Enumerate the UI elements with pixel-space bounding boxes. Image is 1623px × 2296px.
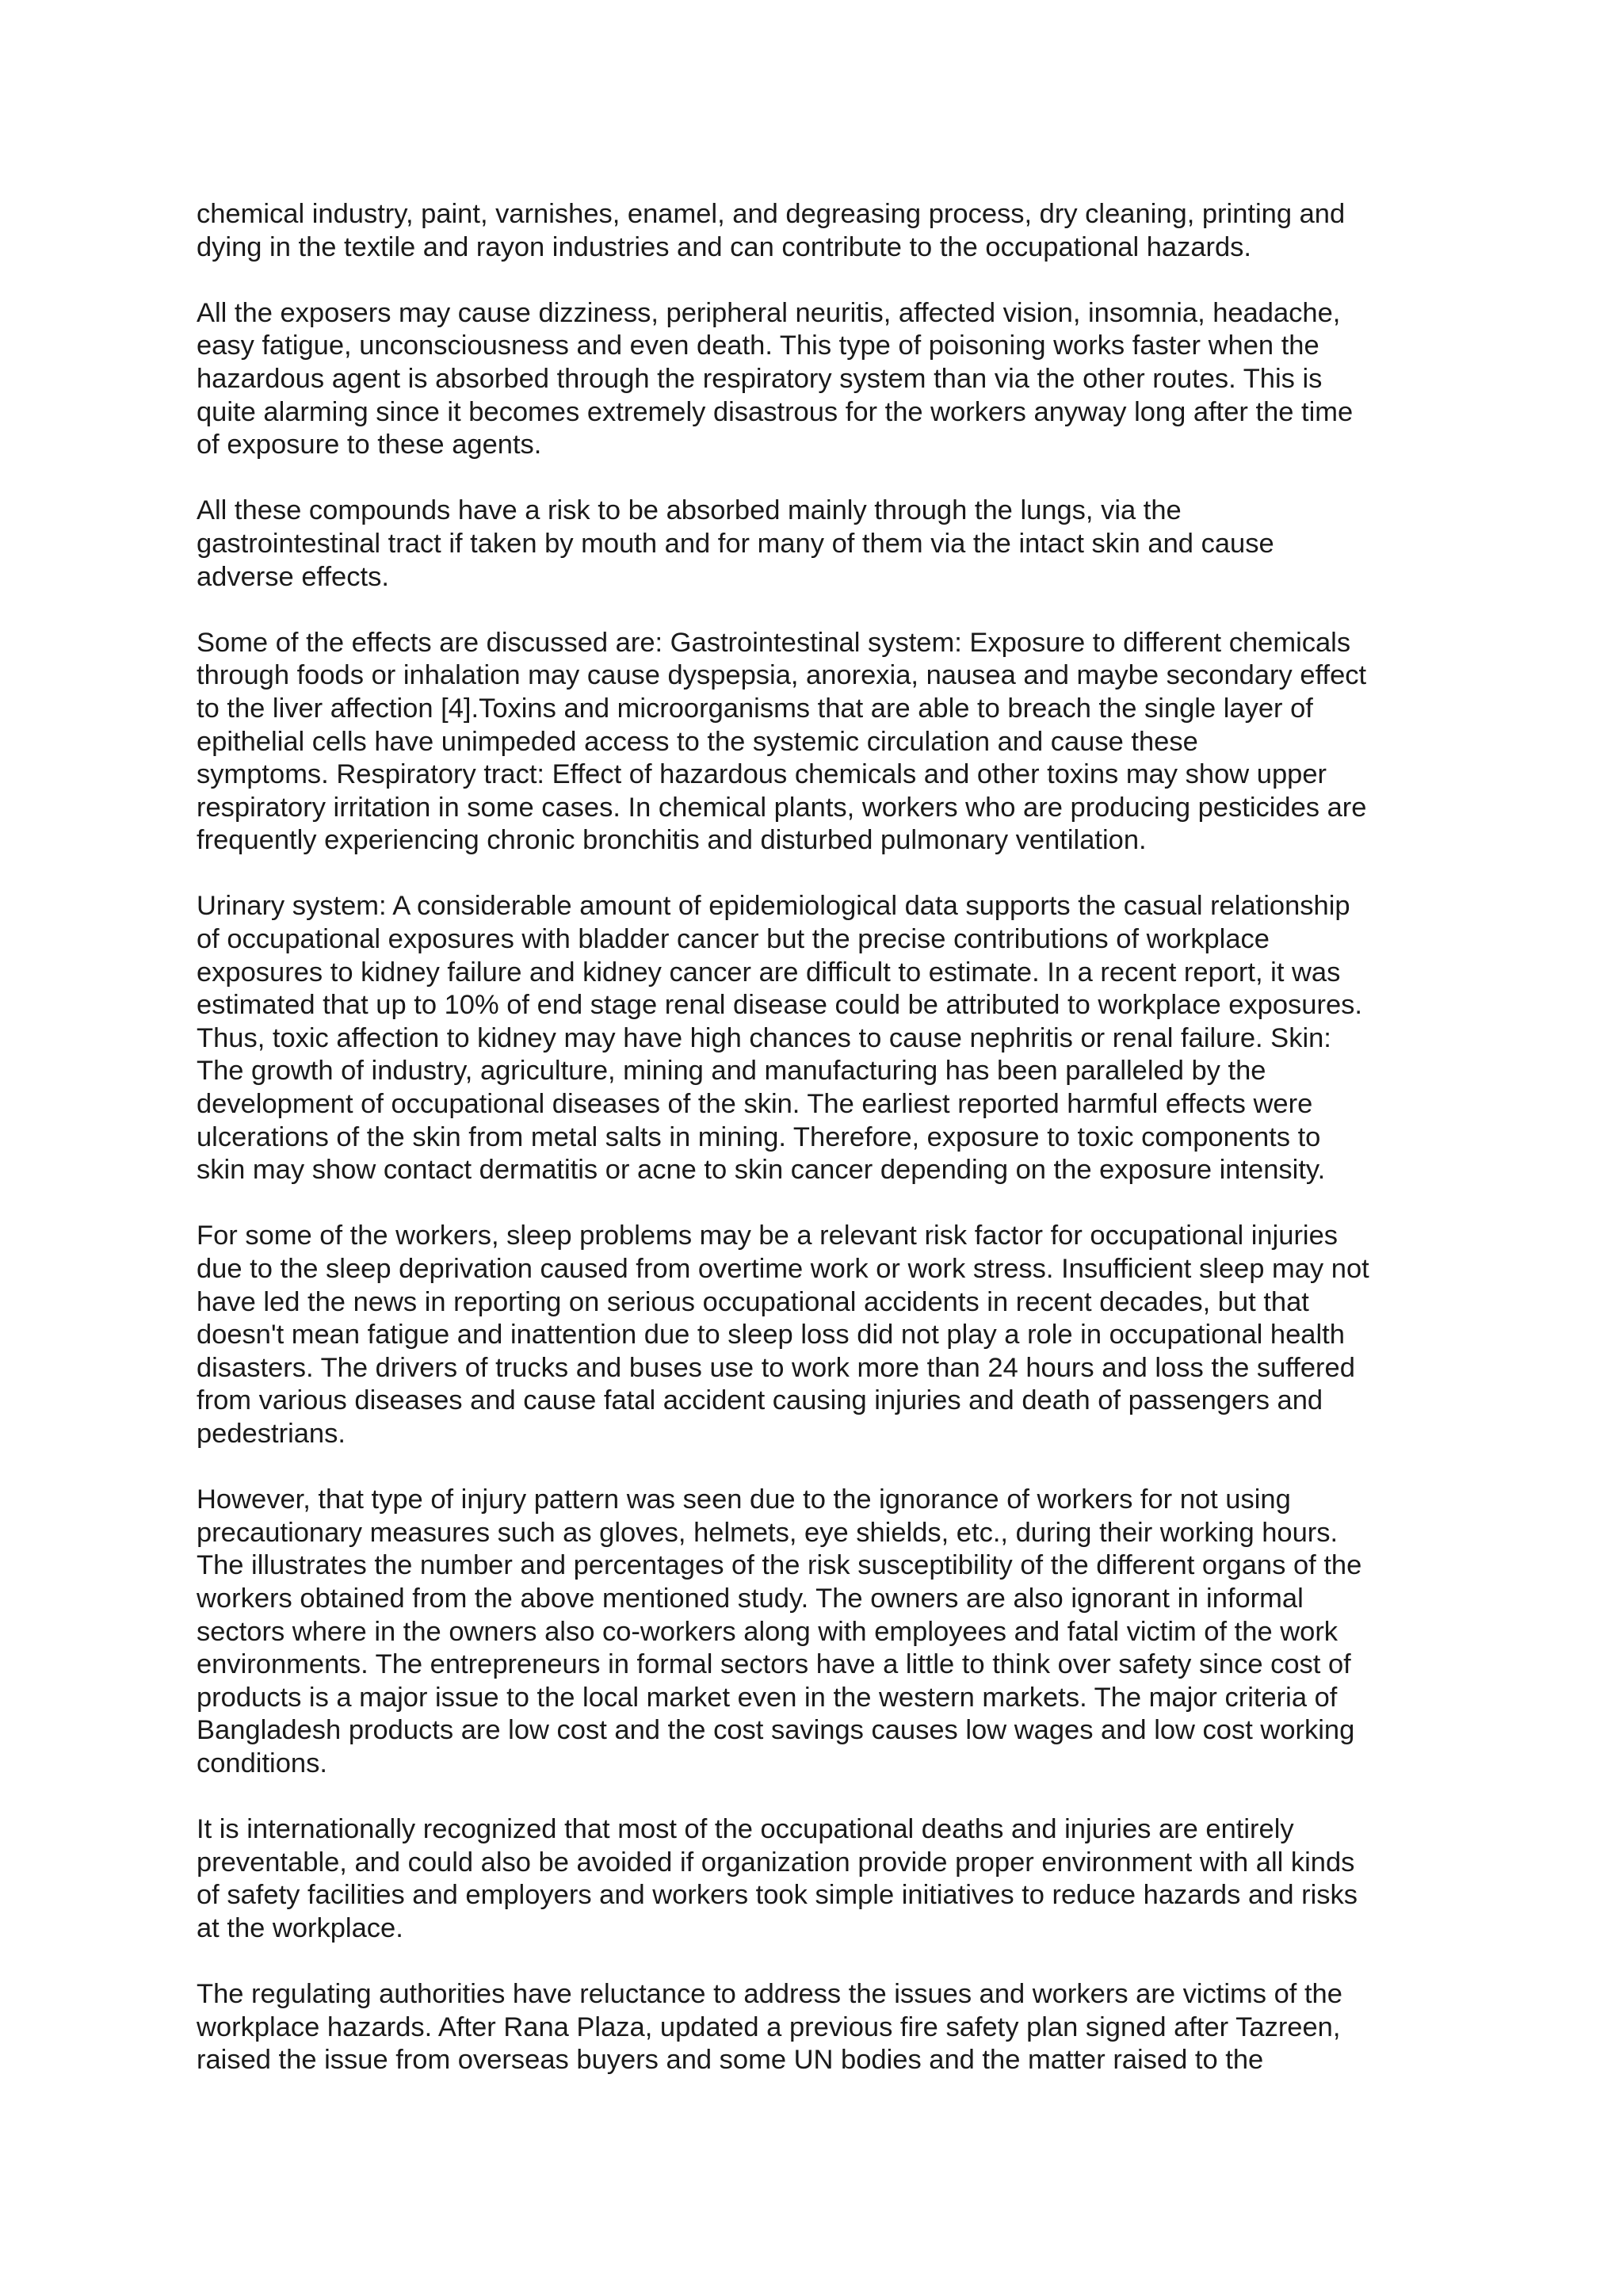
paragraph-injury-pattern: However, that type of injury pattern was seen due to the ignorance of workers for not using precautionary measures such as gloves, helmets, eye shields, etc., during their working hours. The illustrates the number and percentages of the risk susceptibility of the different organs of the workers obtained from the above mentioned study. The owners are also ignorant in informal sectors where in the owners also co-workers along with employees and fatal victim of the work environments. The entrepreneurs in formal sectors have a little to think over safety since cost of products is a major issue to the local market even in the western markets. The major criteria of Bangladesh products are low cost and the cost savings causes low wages and low cost working conditions. xyxy=(197,1484,1362,1778)
document-page xyxy=(197,198,1449,2110)
paragraph-gastrointestinal-respiratory: Some of the effects are discussed are: Gastrointestinal system: Exposure to different chemicals through foods or inhalation may cause dyspepsia, anorexia, nausea and maybe secondary effect to the liver affection [4].Toxins and microorganisms that are able to breach the single layer of epithelial cells have unimpeded access to the systemic circulation and cause these symptoms. Respiratory tract: Effect of hazardous chemicals and other toxins may show upper respiratory irritation in some cases. In chemical plants, workers who are producing pesticides are frequently experiencing chronic bronchitis and disturbed pulmonary ventilation. xyxy=(197,627,1367,856)
paragraph-regulating-authorities: The regulating authorities have reluctance to address the issues and workers are victims of the workplace hazards. After Rana Plaza, updated a previous fire safety plan signed after Tazreen, raised the issue from overseas buyers and some UN bodies and the matter raised to the xyxy=(197,1979,1342,2076)
paragraph-urinary-skin: Urinary system: A considerable amount of epidemiological data supports the casual relationship of occupational exposures with bladder cancer but the precise contributions of workplace exposures to kidney failure and kidney cancer are difficult to estimate. In a recent report, it was estimated that up to 10% of end stage renal disease could be attributed to workplace exposures. Thus, toxic affection to kidney may have high chances to cause nephritis or renal failure. Skin: The growth of industry, agriculture, mining and manufacturing has been paralleled by the development of occupational diseases of the skin. The earliest reported harmful effects were ulcerations of the skin from metal salts in mining. Therefore, exposure to toxic components to skin may show contact dermatitis or acne to skin cancer depending on the exposure intensity. xyxy=(197,891,1363,1186)
paragraph-preventable-deaths: It is internationally recognized that most of the occupational deaths and injuries are entirely preventable, and could also be avoided if organization provide proper environment with all kinds of safety facilities and employers and workers took simple initiatives to reduce hazards and risks at the workplace. xyxy=(197,1814,1358,1943)
paragraph-chemical-industry: chemical industry, paint, varnishes, enamel, and degreasing process, dry cleaning, printing and dying in the textile and rayon industries and can contribute to the occupational hazards. xyxy=(197,199,1346,262)
paragraph-sleep-problems: For some of the workers, sleep problems may be a relevant risk factor for occupational injuries due to the sleep deprivation caused from overtime work or work stress. Insufficient sleep may not have led the news in reporting on serious occupational accidents in recent decades, but that doesn't mean fatigue and inattention due to sleep loss did not play a role in occupational health disasters. The drivers of trucks and buses use to work more than 24 hours and loss the suffered from various diseases and cause fatal accident causing injuries and death of passengers and pedestrians. xyxy=(197,1221,1369,1449)
paragraph-exposure-symptoms: All the exposers may cause dizziness, peripheral neuritis, affected vision, insomnia, headache, easy fatigue, unconsciousness and even death. This type of poisoning works faster when the hazardous agent is absorbed through the respiratory system than via the other routes. This is quite alarming since it becomes extremely disastrous for the workers anyway long after the time of exposure to these agents. xyxy=(197,297,1354,460)
paragraph-absorption-routes: All these compounds have a risk to be absorbed mainly through the lungs, via the gastrointestinal tract if taken by mouth and for many of them via the intact skin and cause adverse effects. xyxy=(197,495,1274,592)
